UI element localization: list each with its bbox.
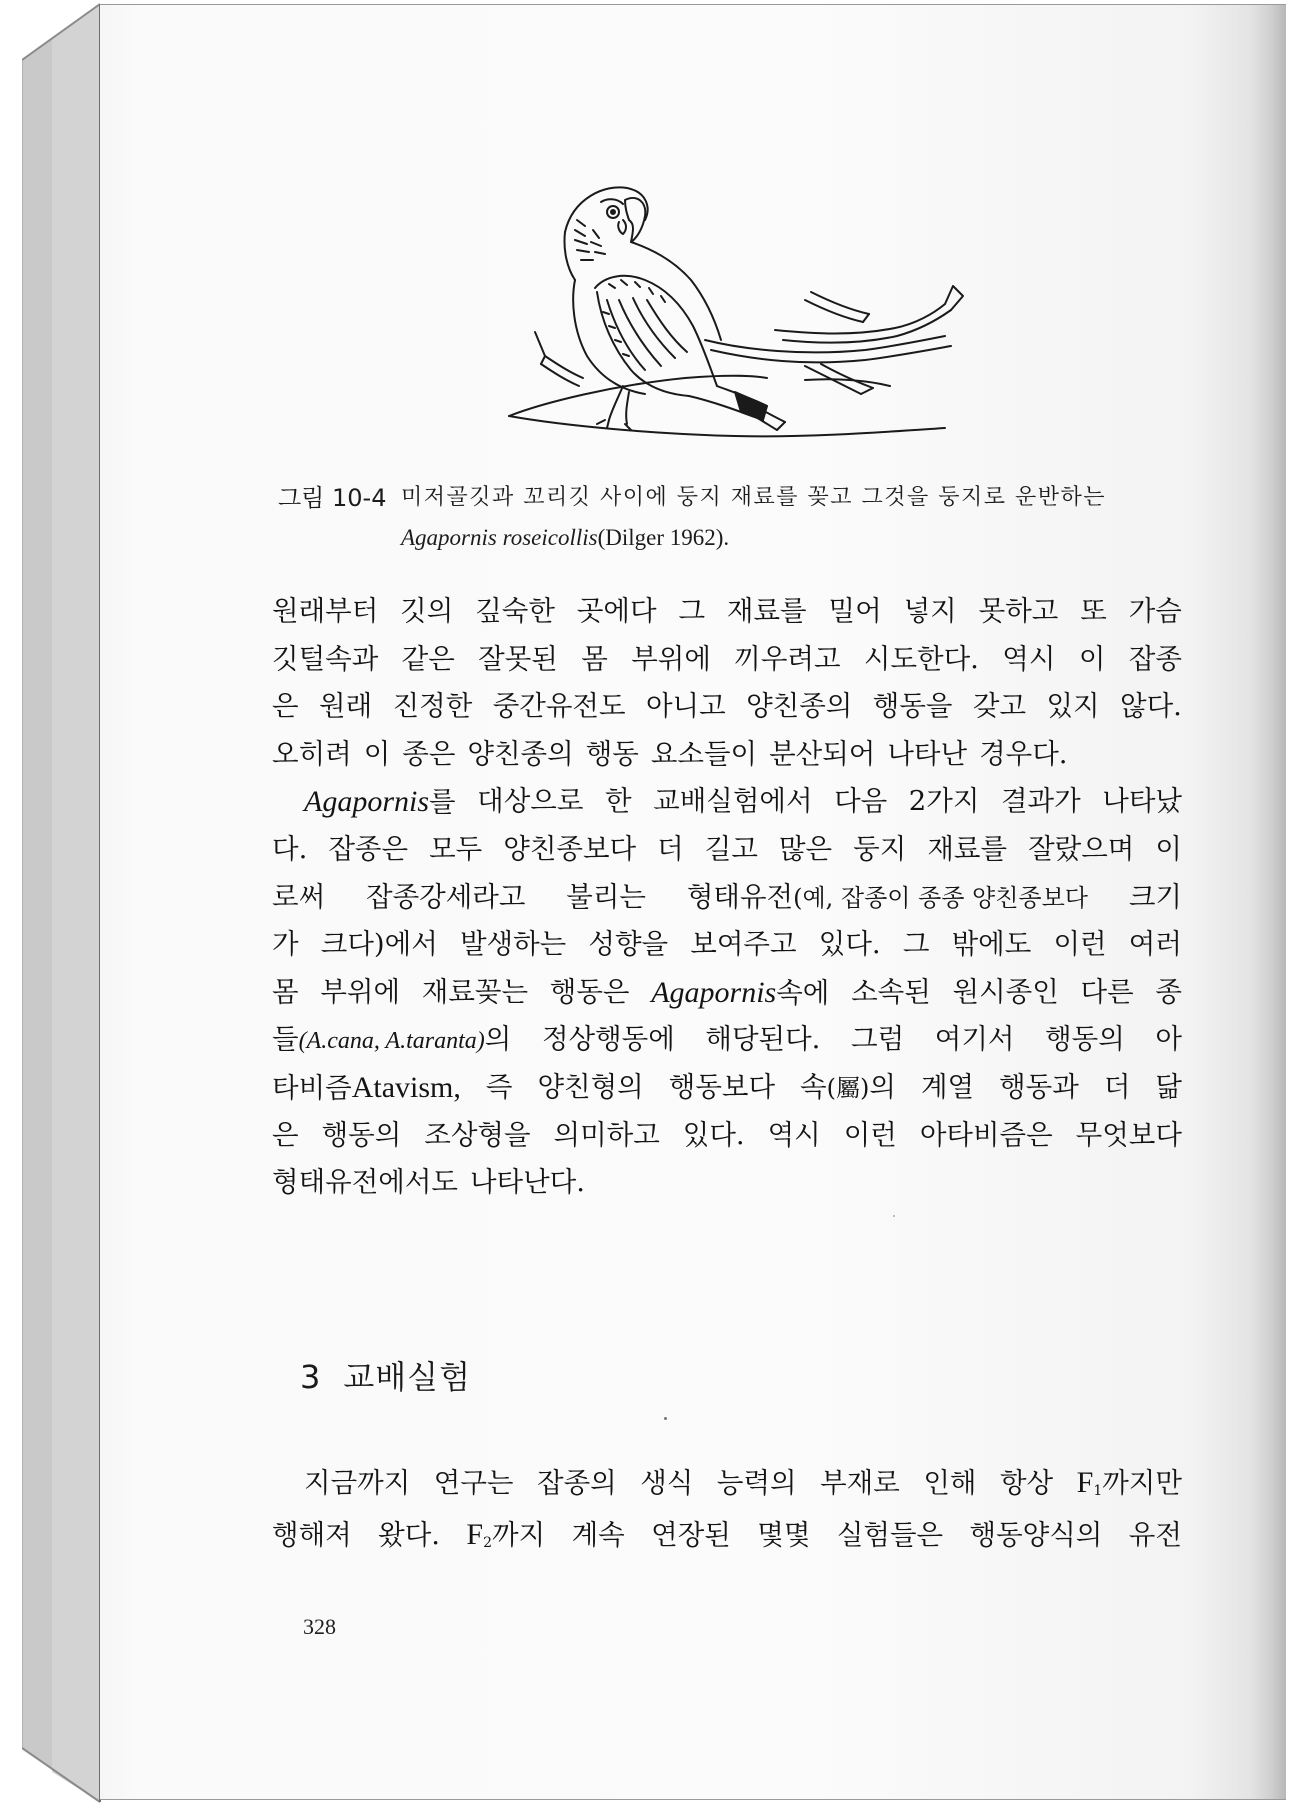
word: 연장된 [651, 1519, 731, 1551]
word: 불리는 [566, 880, 646, 913]
word: 둥지 [853, 832, 907, 865]
word: 가슴 [1128, 595, 1182, 627]
word: 나타난다. [469, 1166, 585, 1199]
word: 않다. [1120, 690, 1182, 723]
word: 그럼 [851, 1023, 905, 1056]
word: 시도한다. [863, 642, 979, 675]
word-group [466, 1509, 545, 1561]
word-group [800, 1064, 896, 1112]
word: 생식 [640, 1467, 694, 1499]
word-group [272, 1016, 511, 1064]
word: 가 [272, 928, 299, 961]
word: 잡종 [1128, 642, 1182, 675]
text-line [272, 826, 1182, 874]
paragraph-1 [272, 588, 1182, 778]
word: 능력의 [716, 1467, 797, 1499]
word: 잘못된 [478, 642, 558, 675]
word: 행동 [585, 737, 639, 770]
word: 행동의 [321, 1118, 402, 1151]
word: 까지만 [1102, 1467, 1182, 1499]
section-number: 3 [300, 1358, 322, 1396]
word: 대상으로 [477, 785, 584, 818]
word: 깊숙한 [475, 595, 555, 627]
body-text-block-2 [272, 1457, 1182, 1561]
word: 행동은 [549, 975, 630, 1008]
word: 나타난 [887, 737, 968, 770]
word: 양친종의 [746, 690, 853, 723]
word: 그 [678, 595, 706, 627]
genus-name: Agapornis [651, 975, 777, 1009]
word: 은 [272, 1118, 299, 1151]
word: 행동의 [1045, 1023, 1125, 1056]
word: 타비즘 [272, 1071, 352, 1104]
word: 조상형을 [424, 1118, 531, 1151]
word: 속에 [776, 976, 830, 1009]
word: 행동보다 [668, 1070, 776, 1103]
text-line [272, 1016, 1182, 1064]
text-line [272, 874, 1182, 922]
word: 부위에 [631, 642, 711, 675]
word: 곳에다 [576, 595, 657, 627]
word: 정상행동에 [541, 1023, 675, 1056]
word-group [651, 969, 829, 1017]
word: 재료꽂는 [421, 975, 529, 1008]
page-number: 328 [303, 1614, 336, 1639]
word: 항상 [999, 1467, 1054, 1499]
word: 부재로 [820, 1467, 900, 1499]
latin-term: Atavism, [351, 1070, 461, 1104]
generation-subscript: 2 [483, 1535, 493, 1551]
word-group [1077, 1457, 1182, 1509]
word: 형태유전 [686, 880, 794, 913]
caption-species-line [401, 518, 729, 558]
word: 의미하고 [553, 1118, 660, 1151]
word: 를 [429, 786, 456, 819]
word: 아니고 [645, 690, 726, 723]
word: 잡종의 [537, 1467, 617, 1499]
word: 2가지 [908, 785, 980, 818]
word: 양친형의 [537, 1070, 644, 1103]
word: 로써 [272, 880, 326, 913]
word: 역시 [767, 1118, 821, 1151]
word: 오히려 [272, 737, 352, 770]
text-line [272, 1159, 1182, 1207]
word: 몇몇 [757, 1519, 811, 1551]
word: 재료를 [927, 832, 1008, 865]
word: 다른 [1080, 975, 1134, 1008]
word: 원시종인 [952, 975, 1059, 1008]
word: 여기서 [934, 1023, 1015, 1056]
word: 넣지 [903, 595, 957, 627]
text-line [272, 1064, 1182, 1112]
word: 진정한 [392, 690, 473, 723]
word: 이런 [843, 1118, 897, 1151]
word: 밖에도 [951, 928, 1032, 961]
parenthetical-example: (예, 잡종이 종종 양친종보다 [793, 883, 1088, 912]
text-line [272, 778, 1182, 826]
hanja-annotation: (屬) [826, 1073, 870, 1102]
word: 닮 [1155, 1070, 1182, 1103]
generation-symbol: F [466, 1518, 484, 1551]
word: 크기 [1128, 880, 1182, 913]
word: 중간유전도 [492, 690, 626, 723]
word: 행해져 [272, 1519, 352, 1551]
word: 크다)에서 [320, 928, 438, 961]
word: 성향을 [588, 928, 669, 961]
scan-speck [893, 1215, 895, 1217]
word: 다음 [834, 785, 888, 818]
word: 역시 [1002, 642, 1056, 675]
word: 이런 [1053, 928, 1107, 961]
word: 무엇보다 [1075, 1118, 1182, 1151]
word: 의 [869, 1070, 896, 1103]
word: 또 [1080, 595, 1107, 627]
word: 계속 [571, 1519, 625, 1551]
word: 지금까지 [304, 1467, 411, 1499]
word: 양친종보다 [503, 832, 637, 865]
word: 경우다. [979, 737, 1068, 770]
word: 길고 [704, 832, 758, 865]
word: 발생하는 [459, 928, 567, 961]
word: 해당된다. [705, 1023, 821, 1056]
generation-symbol: F [1076, 1466, 1094, 1499]
word: 이 [1155, 832, 1182, 865]
word: 인해 [923, 1467, 977, 1499]
paragraph-2 [272, 778, 1182, 1206]
word: 더 [657, 832, 684, 865]
word: 더 [1103, 1070, 1131, 1103]
word: 갖고 [972, 690, 1027, 723]
word: 여러 [1128, 928, 1182, 961]
section-title: 교배실험 [343, 1358, 472, 1396]
word: 끼우려고 [734, 642, 841, 675]
word: 형태유전에서도 [272, 1166, 458, 1199]
generation-subscript: 1 [1093, 1483, 1103, 1499]
word: 결과가 [1000, 785, 1081, 818]
word: 종 [1155, 975, 1182, 1008]
caption-species: Agapornis roseicollis [401, 525, 598, 550]
word: 요소들이 [650, 737, 758, 770]
word: 원래 [319, 690, 373, 723]
word-group [272, 1064, 461, 1112]
word: 몸 [272, 975, 299, 1008]
genus-name: Agapornis [304, 785, 430, 819]
word: 이 [1078, 642, 1106, 675]
text-line [272, 731, 1182, 779]
text-line [272, 588, 1182, 636]
word: 보여주고 [690, 928, 797, 961]
word: 원래부터 [272, 595, 379, 627]
text-line [272, 683, 1182, 731]
word: 의 [484, 1023, 512, 1056]
page-right-shadow [1250, 5, 1286, 1799]
text-line [272, 1457, 1182, 1509]
book-spine-edge [22, 0, 102, 1806]
word: 실험들은 [836, 1519, 944, 1551]
word: 아 [1155, 1023, 1182, 1056]
word: 왔다. [378, 1519, 440, 1551]
word: 잘랐으며 [1028, 832, 1135, 865]
word: 재료를 [726, 595, 807, 627]
word: 있다. [818, 928, 881, 961]
word: 계열 [920, 1070, 975, 1103]
word: 소속된 [851, 975, 931, 1008]
word: 종은 [402, 737, 456, 770]
word: 은 [272, 690, 299, 723]
text-line [272, 969, 1182, 1017]
caption-text: 미저골깃과 꼬리깃 사이에 둥지 재료를 꽂고 그것을 둥지로 운반하는 [401, 485, 1107, 510]
figure-label: 그림 10-4 [278, 484, 387, 512]
species-names: (A.cana, A.taranta) [298, 1028, 485, 1055]
word: 행동을 [872, 690, 953, 723]
word: 속 [800, 1070, 827, 1103]
word: 같은 [401, 642, 455, 675]
word: 이 [363, 737, 391, 770]
word: 깃의 [400, 595, 454, 627]
word: 까지 [492, 1519, 546, 1551]
word: 잡종은 [328, 832, 409, 865]
text-line [272, 636, 1182, 684]
word: 양친종의 [467, 737, 574, 770]
word: 행동과 [999, 1070, 1079, 1103]
word: 깃털속과 [272, 642, 379, 675]
word: 연구는 [433, 1467, 514, 1499]
word-group [304, 778, 456, 826]
word: 나타났 [1102, 785, 1182, 818]
section-heading [300, 1352, 471, 1398]
word: 밀어 [828, 595, 882, 627]
word-group [687, 874, 1088, 922]
word: 즉 [485, 1070, 513, 1103]
body-text-block [272, 588, 1182, 1207]
word: 몸 [581, 642, 608, 675]
word: 모두 [429, 832, 483, 865]
word: 잡종강세라고 [366, 880, 526, 913]
text-line [272, 1112, 1182, 1160]
word: 부위에 [320, 975, 401, 1008]
word: 교배실험에서 [653, 785, 813, 818]
word: 못하고 [978, 595, 1059, 627]
word: 들 [272, 1023, 299, 1056]
word: 많은 [778, 832, 833, 865]
word: 다. [272, 832, 308, 865]
word: 있다. [682, 1118, 745, 1151]
word: 있지 [1046, 690, 1100, 723]
word: 분산되어 [769, 737, 876, 770]
caption-citation: (Dilger 1962). [597, 525, 730, 550]
word: 아타비즘은 [919, 1118, 1053, 1151]
scan-speck [664, 1417, 667, 1420]
word: 그 [902, 928, 930, 961]
text-line [272, 921, 1182, 969]
word: 한 [604, 785, 632, 818]
word: 유전 [1128, 1519, 1182, 1551]
word: 행동양식의 [969, 1519, 1103, 1551]
parrot-illustration [505, 180, 970, 460]
text-line [272, 1509, 1182, 1561]
